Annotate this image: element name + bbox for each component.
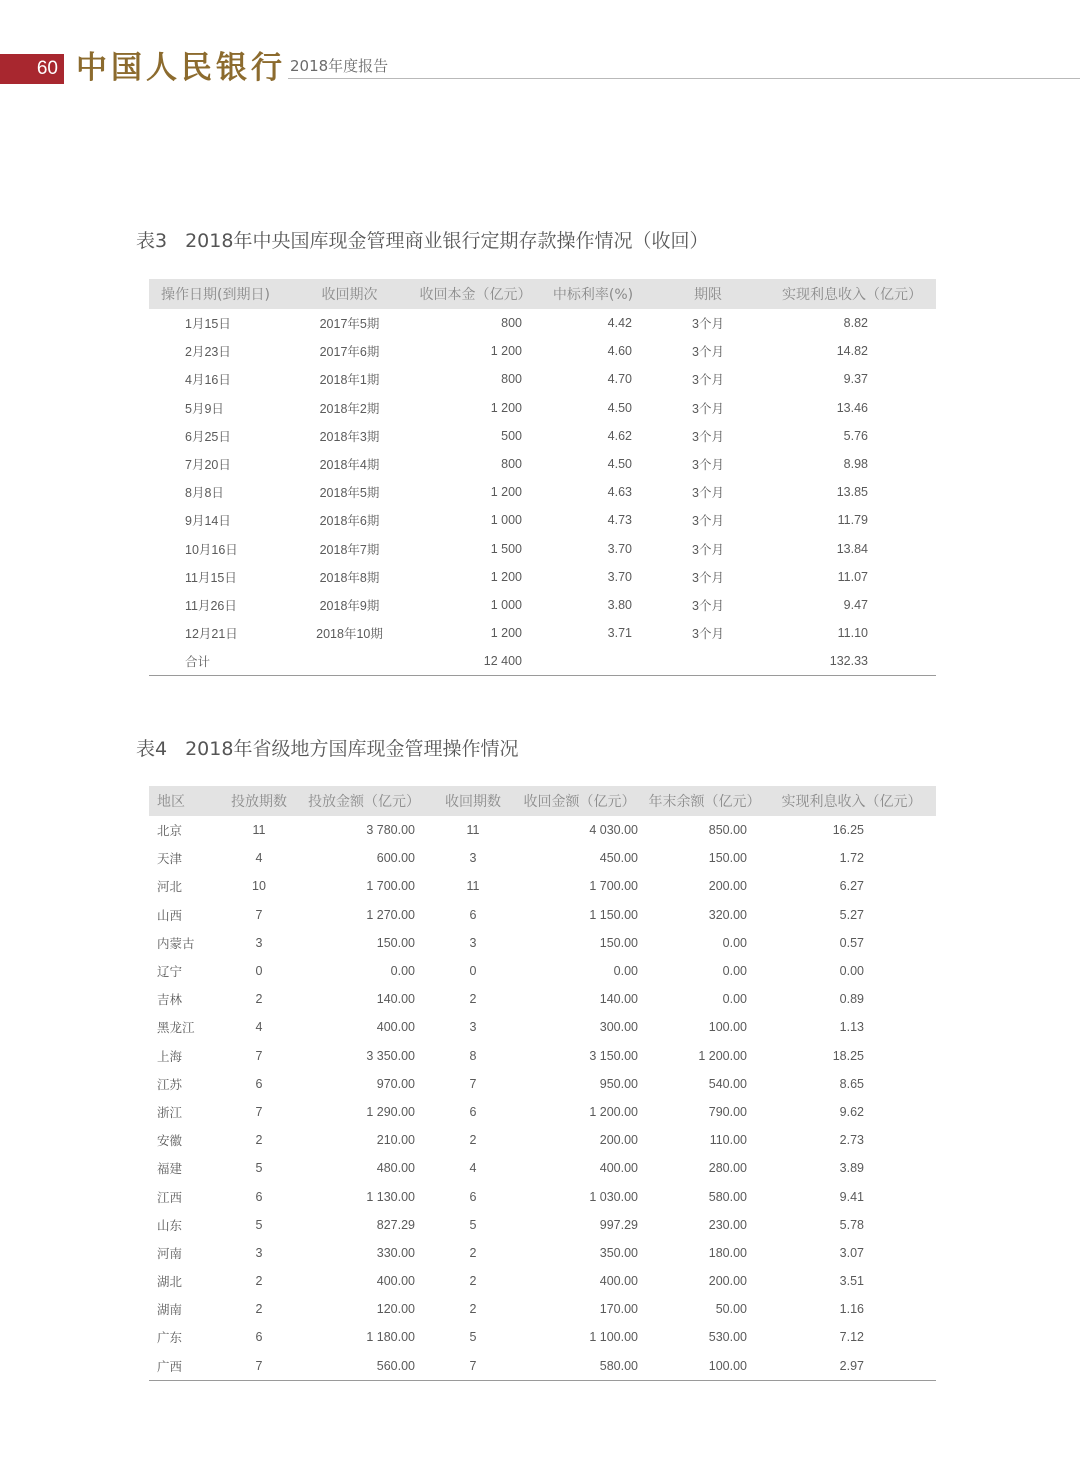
table3-cell: 4.70: [607, 372, 632, 387]
table3-cell: 2018年7期: [319, 542, 380, 557]
table4-row: [149, 1352, 936, 1381]
table3-cell: [538, 647, 648, 676]
table4-row: [149, 1239, 936, 1267]
table3-cell: 2018年6期: [319, 514, 380, 529]
table4-cell: 480.00: [376, 1161, 415, 1176]
table3-cell: 5月9日: [185, 401, 224, 416]
table3-header-row: [149, 279, 936, 309]
table4-cell: 140.00: [376, 992, 415, 1007]
table4-cell: 580.00: [708, 1189, 747, 1204]
table4-cell: 2: [255, 1133, 263, 1148]
table3-caption: [136, 226, 708, 253]
table3-col-header: 实现利息收入（亿元）: [768, 279, 936, 309]
table4-cell: 0.00: [613, 964, 638, 979]
table4-cell: 3: [469, 1020, 477, 1035]
table3-cell: 800: [501, 457, 522, 472]
table4-cell: 4: [469, 1161, 477, 1176]
table4-cell: 5: [469, 1217, 477, 1232]
table4-cell: 2: [255, 992, 263, 1007]
table4-row: [149, 1042, 936, 1070]
table4-col-header: 收回期数: [429, 786, 517, 816]
table3-cell: 1 200: [490, 485, 522, 500]
table4-cell: 8: [469, 1048, 477, 1063]
table4-cell: 827.29: [376, 1217, 415, 1232]
table4-cell: 150.00: [376, 935, 415, 950]
table4-row: [149, 844, 936, 872]
table4-cell: 1 200.00: [589, 1104, 638, 1119]
table3-cell: 13.46: [836, 400, 868, 415]
table3-cell: 3个月: [692, 401, 724, 416]
table3-cell: 3个月: [692, 317, 724, 332]
table4-cell: 河北: [157, 880, 183, 895]
table3-cell: 2018年9期: [319, 598, 380, 613]
table4-cell: 2: [469, 1274, 477, 1289]
table4-cell: 200.00: [708, 879, 747, 894]
table3-row: [149, 394, 936, 422]
table4-cell: 4 030.00: [589, 823, 638, 838]
table3: [149, 279, 936, 676]
table3-cell: 8.82: [843, 316, 868, 331]
table3-cell: 3个月: [692, 514, 724, 529]
table4-cell: 350.00: [599, 1245, 638, 1260]
table3-cell: [286, 647, 413, 676]
table4-cell: 3 150.00: [589, 1048, 638, 1063]
table3-col-header: 收回本金（亿元）: [413, 279, 538, 309]
table4-row: [149, 1013, 936, 1041]
table4-cell: 580.00: [517, 1352, 642, 1381]
table4-cell: 山西: [157, 908, 183, 923]
table4-cell: 1 100.00: [589, 1330, 638, 1345]
table3-col-header: 收回期次: [286, 279, 413, 309]
table4-row: [149, 901, 936, 929]
table3-cell: 合计: [149, 647, 286, 676]
table4-cell: 400.00: [376, 1020, 415, 1035]
table4-cell: 广东: [157, 1331, 183, 1346]
table3-cell: 4.63: [607, 485, 632, 500]
table3-cell: 2018年1期: [319, 373, 380, 388]
table3-cell: 4.60: [607, 344, 632, 359]
table4-cell: 山东: [157, 1218, 183, 1233]
table3-cell: 4.50: [607, 400, 632, 415]
table4-cell: 10: [252, 879, 266, 894]
table4-cell: 400.00: [376, 1274, 415, 1289]
table3-cell: 3.70: [607, 569, 632, 584]
table4-title: 2018年省级地方国库现金管理操作情况: [185, 738, 519, 760]
table3-cell: 3个月: [692, 373, 724, 388]
table4-cell: 内蒙古: [157, 936, 195, 951]
table4-cell: 7: [255, 1048, 263, 1063]
table4-cell: 1.72: [839, 851, 864, 866]
table3-cell: 3个月: [692, 458, 724, 473]
table3-cell: 3个月: [692, 598, 724, 613]
table4-cell: 100.00: [708, 1020, 747, 1035]
table4-cell: 1 700.00: [589, 879, 638, 894]
table4-cell: 2: [255, 1274, 263, 1289]
table3-cell: 11月26日: [185, 598, 237, 613]
table4-cell: 3: [255, 935, 263, 950]
table3-row: [149, 450, 936, 478]
table4-cell: 福建: [157, 1162, 183, 1177]
table4-cell: 850.00: [708, 823, 747, 838]
table3-cell: 3.71: [607, 626, 632, 641]
table4-cell: 180.00: [708, 1245, 747, 1260]
table3-cell: 7月20日: [185, 458, 231, 473]
table4-body: [149, 816, 936, 1380]
table4-row: [149, 1295, 936, 1323]
table4-cell: 8.65: [839, 1076, 864, 1091]
table4-cell: 9.62: [839, 1104, 864, 1119]
table4-cell: 5.78: [839, 1217, 864, 1232]
table4-cell: 2.73: [839, 1133, 864, 1148]
table3-body: [149, 309, 936, 676]
table3-row: [149, 478, 936, 506]
table4-row: [149, 1267, 936, 1295]
table3-cell: 500: [501, 428, 522, 443]
report-title: 2018年度报告: [290, 57, 389, 75]
table4-row: [149, 1154, 936, 1182]
table3-cell: 1 200: [490, 400, 522, 415]
table4-cell: 5: [255, 1217, 263, 1232]
table3-cell: 12 400: [413, 647, 538, 676]
table4-cell: 5: [255, 1161, 263, 1176]
table3-cell: 1月15日: [185, 317, 231, 332]
table3-cell: 2018年3期: [319, 429, 380, 444]
table4-cell: 天津: [157, 852, 183, 867]
table3-cell: 9.37: [843, 372, 868, 387]
table4-cell: 6: [255, 1076, 263, 1091]
table4-cell: 江西: [157, 1190, 183, 1205]
page-header: [0, 50, 1080, 90]
table3-cell: 132.33: [768, 647, 936, 676]
table3-cell: 3个月: [692, 429, 724, 444]
table3-row: [149, 619, 936, 647]
table4-cell: 湖北: [157, 1275, 183, 1290]
table4-cell: 450.00: [599, 851, 638, 866]
table3-row: [149, 563, 936, 591]
table3-row: [149, 309, 936, 337]
table3-cell: 1 200: [490, 344, 522, 359]
table4-cell: 6: [255, 1330, 263, 1345]
table3-row: [149, 591, 936, 619]
table4-cell: 11: [252, 823, 266, 838]
table4-row: [149, 1126, 936, 1154]
table4-cell: 110.00: [709, 1133, 747, 1148]
table3-cell: 2018年8期: [319, 570, 380, 585]
table3-row: [149, 647, 936, 676]
table3-cell: 3个月: [692, 570, 724, 585]
table4-cell: 0.00: [839, 964, 864, 979]
table4-cell: 1.13: [839, 1020, 864, 1035]
table3-cell: 1 000: [490, 597, 522, 612]
page-number: 60: [0, 54, 64, 84]
table4-cell: 0.57: [839, 935, 864, 950]
table4-row: [149, 1098, 936, 1126]
table4-cell: 230.00: [708, 1217, 747, 1232]
table3-cell: 2月23日: [185, 345, 231, 360]
table3-cell: 8.98: [843, 457, 868, 472]
table3-cell: 1 500: [490, 541, 522, 556]
table3-cell: 11.07: [837, 569, 868, 584]
table4-caption: [136, 734, 518, 761]
table4-cell: 1 030.00: [589, 1189, 638, 1204]
table4-col-header: 投放金额（亿元）: [299, 786, 429, 816]
table4-cell: 540.00: [708, 1076, 747, 1091]
table4-cell: 6: [469, 1189, 477, 1204]
table4-cell: 上海: [157, 1049, 183, 1064]
table3-cell: 8月8日: [185, 486, 224, 501]
table4-cell: 7: [469, 1076, 477, 1091]
table4-cell: 5.27: [839, 907, 864, 922]
table3-cell: 3.80: [607, 597, 632, 612]
table4-cell: 1.16: [839, 1302, 864, 1317]
table4-cell: 560.00: [299, 1352, 429, 1381]
table4-cell: 3.89: [839, 1161, 864, 1176]
table4-cell: 170.00: [599, 1302, 638, 1317]
table3-cell: 11.79: [837, 513, 868, 528]
table3-cell: 12月21日: [185, 627, 238, 642]
table4-cell: 北京: [157, 824, 183, 839]
table4-cell: 600.00: [376, 851, 415, 866]
table4-cell: 江苏: [157, 1077, 183, 1092]
table4-cell: 330.00: [376, 1245, 415, 1260]
table4-cell: 3.07: [839, 1245, 864, 1260]
table3-cell: 14.82: [836, 344, 868, 359]
table4-row: [149, 957, 936, 985]
table4-cell: 200.00: [599, 1133, 638, 1148]
table4-cell: 3 350.00: [366, 1048, 415, 1063]
table4-cell: 7: [255, 1104, 263, 1119]
table3-cell: 11月15日: [185, 570, 237, 585]
table4-cell: 400.00: [599, 1274, 638, 1289]
table4-cell: 1 700.00: [366, 879, 415, 894]
table4-cell: 50.00: [715, 1302, 747, 1317]
table4-cell: 0.00: [722, 964, 747, 979]
table3-cell: 3个月: [692, 486, 724, 501]
table3-cell: 2018年2期: [319, 401, 380, 416]
table4-cell: 2: [255, 1302, 263, 1317]
table3-cell: 800: [501, 372, 522, 387]
table3-cell: 4.42: [607, 316, 632, 331]
table4-cell: 2: [469, 1245, 477, 1260]
table3-cell: 4月16日: [185, 373, 231, 388]
table4-cell: 320.00: [708, 907, 747, 922]
table3-col-header: 操作日期(到期日): [149, 279, 286, 309]
table4-cell: 1 180.00: [366, 1330, 415, 1345]
table4-row: [149, 985, 936, 1013]
table4-col-header: 年末余额（亿元）: [642, 786, 767, 816]
table4-cell: 997.29: [599, 1217, 638, 1232]
table4-cell: 2: [469, 1302, 477, 1317]
table4-row: [149, 1211, 936, 1239]
table4-cell: 300.00: [599, 1020, 638, 1035]
table3-cell: [648, 647, 768, 676]
table3-cell: 3.70: [607, 541, 632, 556]
table4-cell: 1 290.00: [366, 1104, 415, 1119]
table4-cell: 辽宁: [157, 965, 183, 980]
table4-cell: 140.00: [599, 992, 638, 1007]
table4-cell: 3.51: [839, 1274, 864, 1289]
table4-cell: 11: [466, 823, 480, 838]
table4-cell: 0.00: [722, 992, 747, 1007]
table4-cell: 400.00: [599, 1161, 638, 1176]
table4-cell: 280.00: [708, 1161, 747, 1176]
table3-cell: 2018年4期: [319, 458, 380, 473]
table4-cell: 7: [429, 1352, 517, 1381]
table4-cell: 浙江: [157, 1105, 183, 1120]
table4-cell: 6: [255, 1189, 263, 1204]
table4-cell: 安徽: [157, 1134, 183, 1149]
table3-cell: 1 000: [490, 513, 522, 528]
table3-title: 2018年中央国库现金管理商业银行定期存款操作情况（收回）: [185, 230, 709, 252]
table4-cell: 970.00: [376, 1076, 415, 1091]
table4-cell: 0.00: [390, 964, 415, 979]
table3-cell: 6月25日: [185, 429, 231, 444]
table4-col-header: 投放期数: [219, 786, 299, 816]
table4-cell: 3: [469, 851, 477, 866]
bank-name-logo: 中国人民银行: [76, 50, 286, 86]
table3-cell: 9.47: [843, 597, 868, 612]
table4-row: [149, 1182, 936, 1210]
table4-cell: 4: [255, 1020, 263, 1035]
table4-cell: 吉林: [157, 993, 183, 1008]
table4-cell: 湖南: [157, 1303, 183, 1318]
table3-cell: 2018年5期: [319, 486, 380, 501]
table4-cell: 1 130.00: [366, 1189, 415, 1204]
table3-cell: 800: [501, 316, 522, 331]
table4-cell: 2: [469, 992, 477, 1007]
table4-cell: 河南: [157, 1246, 183, 1261]
table4-cell: 0.89: [839, 992, 864, 1007]
table4-cell: 3: [469, 935, 477, 950]
table3-cell: 11.10: [837, 626, 868, 641]
table4-cell: 16.25: [832, 823, 864, 838]
table4-cell: 6.27: [839, 879, 864, 894]
table4-header-row: [149, 786, 936, 816]
table4-cell: 0: [255, 964, 263, 979]
table3-cell: 4.62: [607, 428, 632, 443]
table4-cell: 790.00: [708, 1104, 747, 1119]
table4-cell: 200.00: [708, 1274, 747, 1289]
table4-cell: 120.00: [376, 1302, 415, 1317]
table3-cell: 13.84: [836, 541, 868, 556]
table4-cell: 150.00: [708, 851, 747, 866]
table4-cell: 18.25: [832, 1048, 864, 1063]
table3-cell: 5.76: [843, 428, 868, 443]
table4-cell: 7: [219, 1352, 299, 1381]
table3-cell: 10月16日: [185, 542, 238, 557]
table4-cell: 5: [469, 1330, 477, 1345]
table3-row: [149, 535, 936, 563]
table4-row: [149, 1323, 936, 1351]
table3-number: 表3: [136, 230, 168, 252]
table4-cell: 950.00: [599, 1076, 638, 1091]
table3-row: [149, 422, 936, 450]
table4-row: [149, 929, 936, 957]
table3-cell: 1 200: [490, 569, 522, 584]
table3-cell: 3个月: [692, 542, 724, 557]
table4-cell: 3 780.00: [366, 823, 415, 838]
table3-row: [149, 337, 936, 365]
table4-col-header: 实现利息收入（亿元）: [767, 786, 936, 816]
table4-cell: 11: [466, 879, 480, 894]
table3-cell: 2017年5期: [319, 317, 380, 332]
table4-col-header: 地区: [149, 786, 219, 816]
table3-col-header: 中标利率(%): [538, 279, 648, 309]
table4-row: [149, 816, 936, 844]
table4-cell: 9.41: [839, 1189, 864, 1204]
table4-cell: 2: [469, 1133, 477, 1148]
table4-cell: 7.12: [839, 1330, 864, 1345]
table4: [149, 786, 936, 1381]
table4-cell: 6: [469, 907, 477, 922]
table3-row: [149, 506, 936, 534]
table4-row: [149, 1070, 936, 1098]
table3-cell: 1 200: [490, 626, 522, 641]
table4-cell: 1 270.00: [366, 907, 415, 922]
table4-cell: 6: [469, 1104, 477, 1119]
table4-cell: 0: [469, 964, 477, 979]
table4-cell: 7: [255, 907, 263, 922]
table3-col-header: 期限: [648, 279, 768, 309]
table4-cell: 3: [255, 1245, 263, 1260]
table4-cell: 1 200.00: [698, 1048, 747, 1063]
table4-cell: 150.00: [599, 935, 638, 950]
table3-cell: 13.85: [836, 485, 868, 500]
table4-cell: 4: [255, 851, 263, 866]
header-divider: [288, 78, 1080, 79]
table3-cell: 2018年10期: [316, 627, 383, 642]
table4-cell: 210.00: [376, 1133, 415, 1148]
table4-row: [149, 872, 936, 900]
table3-cell: 9月14日: [185, 514, 231, 529]
table4-cell: 广西: [149, 1352, 219, 1381]
table3-cell: 3个月: [692, 627, 724, 642]
table3-cell: 4.73: [607, 513, 632, 528]
table3-cell: 3个月: [692, 345, 724, 360]
table4-cell: 1 150.00: [589, 907, 638, 922]
table4-cell: 100.00: [642, 1352, 767, 1381]
table4-cell: 2.97: [767, 1352, 936, 1381]
table4-number: 表4: [136, 738, 168, 760]
table3-row: [149, 365, 936, 393]
table4-cell: 0.00: [722, 935, 747, 950]
table4-cell: 黑龙江: [157, 1021, 195, 1036]
table3-cell: 4.50: [607, 457, 632, 472]
table4-col-header: 收回金额（亿元）: [517, 786, 642, 816]
table4-cell: 530.00: [708, 1330, 747, 1345]
table3-cell: 2017年6期: [319, 345, 380, 360]
